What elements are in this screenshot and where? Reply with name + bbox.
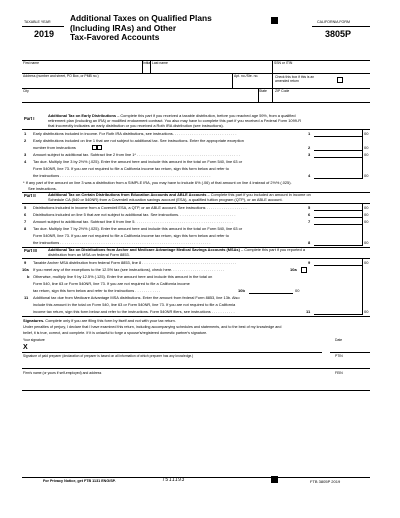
signature-heading-bold: Signatures. xyxy=(23,318,45,323)
part1-label: Part I xyxy=(24,116,35,121)
part2-text2: Schedule CA (540 or 540NR) from a Coverdell education savings account (ESA), a qualified tuition program (QTP), or an ABLE account. xyxy=(48,196,283,202)
line-10a-num: 10a xyxy=(22,267,29,272)
part1-text1: – Complete this part if you received a taxable distribution, before you reached age 59½, from a qualified xyxy=(116,113,296,118)
form-number: 3805P xyxy=(325,29,352,39)
date-field-1[interactable] xyxy=(330,352,370,353)
line-6-num: 6 xyxy=(24,212,27,217)
line-1-text: Early distributions included in income. For Roth IRA distributions, see instructions. . . . . . . . . . . . . . . . . . . . . . . . . . . . . . xyxy=(33,131,237,136)
address-field[interactable] xyxy=(22,78,232,88)
line-11-text-c: income tax return, sign this form below and refer to the instructions. Form 540NR filers, see instructions . . . . . . . . . . . xyxy=(33,309,235,314)
line-6-text: Distributions included on line 5 that are not subject to additional tax. See instructions. . . . . . . . . . . . . . . . . . . . . . . . . . . xyxy=(33,212,236,217)
state-label: State xyxy=(259,89,267,93)
preparer-field[interactable] xyxy=(22,368,370,369)
part2-label: Part II xyxy=(24,193,36,198)
line-11-num: 11 xyxy=(24,295,29,300)
part1-rule xyxy=(22,129,370,130)
amended-checkbox[interactable] xyxy=(337,77,343,83)
apt-label: Apt. no./Ste. no. xyxy=(234,74,259,78)
line-10b-amount[interactable] xyxy=(249,293,293,294)
form-id: FTB 3805P 2019 xyxy=(310,479,341,484)
part3-text2: distribution from an MSA on federal Form 8853. xyxy=(48,251,130,257)
part3-cents-divider xyxy=(362,259,363,315)
part1-text2: retirement plan (including an IRA) or modified endowment contract. You also may have to complete this part if you received a Federal Form 1099-R xyxy=(48,117,302,123)
part3-text1: – Complete this part if you reported a xyxy=(239,247,306,252)
grid-row3-rule xyxy=(22,102,370,103)
line-4-text-c: the instructions . . . . . . . . . . . . . . . . . . . . . . . . . . . . . . . . . . . . . . . . . . . . . . . . . . . . . . . . . . . . . . . . . . . . . . xyxy=(33,173,211,178)
line-9-col: 9 xyxy=(308,260,311,265)
last-name-label: Last name xyxy=(152,61,168,65)
part1-intro xyxy=(48,114,373,128)
grid-v7 xyxy=(272,88,273,102)
line-9-cents: 00 xyxy=(364,260,369,265)
line-10a-checkbox[interactable] xyxy=(301,267,307,273)
perjury-line1: Under penalties of perjury, I declare that I have examined this return, including accompanying schedules and statements, and to the best of my knowledge and xyxy=(23,325,282,329)
line-11-cents: 00 xyxy=(364,309,369,314)
part3-rule xyxy=(22,258,370,259)
line-11-amount[interactable] xyxy=(314,314,362,315)
part2-text1: – Complete this part if you included an amount in income on xyxy=(206,192,311,197)
line-6-amount[interactable] xyxy=(314,217,362,218)
line-2-text: Early distributions included on line 1 that are not subject to additional tax. See instructions. Enter the appropriate exception xyxy=(33,138,244,143)
line-2-col: 2 xyxy=(308,145,311,150)
line-2-num: 2 xyxy=(24,138,27,143)
line-5-col: 5 xyxy=(308,205,311,210)
date-label-1: Date xyxy=(335,338,343,342)
signature-top-rule xyxy=(22,316,370,317)
taxable-year-label: TAXABLE YEAR xyxy=(24,20,51,24)
grid-top-rule xyxy=(22,60,370,61)
form-title xyxy=(70,14,212,43)
part1-heading: Additional Tax on Early Distributions xyxy=(48,113,117,118)
line-8-text: Tax due. Multiply line 7 by 2½% (.025). Enter the amount here and include this amount in the total on Form 540, line 63 or xyxy=(33,226,243,231)
form-title-line3: Tax-Favored Accounts xyxy=(70,32,160,43)
ssn-label: SSN or ITIN xyxy=(274,61,293,65)
line-10b-cents: 00 xyxy=(295,288,300,293)
tax-year: 2019 xyxy=(34,29,55,39)
amended-label: Check this box if this is an amended return xyxy=(275,75,315,83)
signature-heading-rest: Complete only if you are filing this form by itself and not with your tax return. xyxy=(44,318,176,323)
your-signature-field[interactable] xyxy=(22,352,322,353)
line-11-col: 11 xyxy=(306,309,311,314)
line-7-num: 7 xyxy=(24,219,27,224)
first-name-field[interactable] xyxy=(22,64,142,73)
part2-intro xyxy=(48,193,373,203)
line-5-cents: 00 xyxy=(364,205,369,210)
zip-label: ZIP Code xyxy=(275,89,290,93)
privacy-notice: For Privacy Notice, get FTB 1131 ENG/SP. xyxy=(43,479,116,483)
grid-row2-rule xyxy=(22,88,370,89)
line-4-cents: 00 xyxy=(364,173,369,178)
registration-mark xyxy=(271,17,278,24)
part1-cents-divider xyxy=(362,130,363,179)
part1-note1: * If any part of the amount on line 3 was a distribution from a SIMPLE IRA, you may have to include 6% (.06) of that amount on line 4 instead of 2½% (.025). xyxy=(23,180,292,185)
firm-field[interactable] xyxy=(22,390,370,391)
part1-text3: that incorrectly indicates an early distribution or you received a Roth IRA distribution (see instructions). xyxy=(48,122,224,128)
grid-v5 xyxy=(272,73,273,88)
line-10b-text: Otherwise, multiply line 9 by 12.5% (.125). Enter the amount here and include this amount in the total on xyxy=(33,274,213,279)
line-7-cents: 00 xyxy=(364,219,369,224)
line-3-col: 3 xyxy=(308,152,311,157)
form-rule xyxy=(312,26,370,27)
line-9-text: Taxable Archer MSA distribution from federal Form 8853, line 8 . . . . . . . . . . . . . . . . . . . . . . . . . . . . . . . . . . . . . . . . . . . . xyxy=(33,260,237,265)
line-4-col: 4 xyxy=(308,173,311,178)
line-10b-text-b: Form 540, line 63 or Form 540NR, line 73. If you are not required to file a California income xyxy=(33,281,190,286)
line-7-text: Amount subject to additional tax. Subtract line 6 from line 5. . . . . . . . . . . . . . . . . . . . . . . . . . . . . . . . . . . . . . . . . . . . . . xyxy=(33,219,233,224)
line-6-col: 6 xyxy=(308,212,311,217)
part3-intro xyxy=(48,248,373,258)
line-3-num: 3 xyxy=(24,152,27,157)
footer-rule xyxy=(22,477,370,478)
line-6-cents: 00 xyxy=(364,212,369,217)
line-10a-text: If you meet any of the exceptions to the 12.5% tax (see instructions), check here. . . . . . . . . . . . . . . . . . . . . . . . . xyxy=(33,267,225,272)
part2-cents-divider xyxy=(362,204,363,246)
line-1-amount[interactable] xyxy=(314,136,362,137)
part3-label: Part III xyxy=(24,248,37,253)
city-label: City xyxy=(23,89,29,93)
line-8-text-b: Form 540NR, line 73. If you are not required to file a California income tax return, sign this form below and refer to xyxy=(33,233,229,238)
part2-heading: Additional Tax on Certain Distributions from Education Accounts and ABLE Accounts xyxy=(48,192,207,197)
line-4-text: Tax due. Multiply line 3 by 2½% (.025). Enter the amount here and include this amount in the total on Form 540, line 63 or xyxy=(33,159,243,164)
line-9-amount[interactable] xyxy=(314,265,362,266)
line-3-cents: 00 xyxy=(364,152,369,157)
perjury-line2: belief, it is true, correct, and complete. If it is unlawful to forge a spouse's/registered domestic partner's signature. xyxy=(23,331,208,335)
line-5-num: 5 xyxy=(24,205,27,210)
california-form-label: CALIFORNIA FORM xyxy=(317,20,350,24)
signature-heading xyxy=(23,318,176,323)
first-name-label: First name xyxy=(23,61,40,65)
line-4-num: 4 xyxy=(24,159,27,164)
line-4-amount[interactable] xyxy=(314,178,362,179)
fein-label: FEIN xyxy=(335,371,343,375)
line-8-cents: 00 xyxy=(364,240,369,245)
line-10b-letter: b xyxy=(27,274,30,279)
line-10a-col: 10a xyxy=(290,267,297,272)
firm-label: Firm's name (or yours if self-employed) and address xyxy=(23,371,102,375)
line-8-num: 8 xyxy=(24,226,27,231)
grid-v4 xyxy=(232,73,233,88)
registration-mark-bottom xyxy=(271,476,278,483)
line-2-amount[interactable] xyxy=(314,150,362,151)
line-3-text: Amount subject to additional tax. Subtract line 2 from line 1* . . . . . . . . . . . . . . . . . . . . . . . . . . . . . . . . . . . . . . . . . . . . . . . . xyxy=(33,152,240,157)
line-10b-col: 10b xyxy=(238,288,245,293)
your-signature-label: Your signature xyxy=(23,338,45,342)
line-8-text-c: the instructions . . . . . . . . . . . . . . . . . . . . . . . . . . . . . . . . . . . . . . . . . . . . . . . . . . . . . . . . . . . . . . . . . . . . . . xyxy=(33,240,211,245)
line-9-num: 9 xyxy=(24,260,27,265)
line-1-col: 1 xyxy=(308,131,311,136)
part3-heading: Additional Tax on Distributions from Archer and Medicare Advantage Medical Savings Accounts (MSAs) xyxy=(48,247,240,252)
line-11-text-b: include this amount in the total on Form 540, line 63 or Form 540NR, line 73. If you are not required to file a California xyxy=(33,302,236,307)
last-name-field[interactable] xyxy=(150,64,272,73)
form-title-line2: (Including IRAs) and Other xyxy=(70,22,177,33)
line-2-text-b: number from instructions xyxy=(33,145,76,150)
line-8-amount[interactable] xyxy=(314,245,362,246)
line-10b-text-c: tax return, sign this form below and refer to the instructions . . . . . . . . . . . . xyxy=(33,288,161,293)
address-label: Address (number and street, PO Box, or PMB no.) xyxy=(23,74,99,78)
line-1-cents: 00 xyxy=(364,131,369,136)
initial-label: Initial xyxy=(143,61,151,65)
ssn-field[interactable] xyxy=(272,64,370,73)
part1-note2: See instructions. xyxy=(28,186,57,191)
barcode-number: 7511193 xyxy=(162,477,185,483)
city-field[interactable] xyxy=(22,92,258,102)
line-2-cents: 00 xyxy=(364,145,369,150)
signature-x-mark: X xyxy=(23,344,28,351)
line-5-amount[interactable] xyxy=(314,210,362,211)
form-title-line1: Additional Taxes on Qualified Plans xyxy=(70,13,212,23)
year-rule xyxy=(22,26,64,27)
line-8-col: 8 xyxy=(308,240,311,245)
line-11-text: Additional tax due from Medicare Advantage MSA distributions. Enter the amount from federal Form 8853, line 13b. Also xyxy=(33,295,240,300)
preparer-label: Signature of paid preparer (declaration of preparer is based on all information of which preparer has any knowledge.) xyxy=(23,354,194,358)
line-7-amount[interactable] xyxy=(314,224,362,225)
part2-rule xyxy=(22,203,370,204)
line-3-amount[interactable] xyxy=(314,157,362,158)
ptin-label: PTIN xyxy=(335,354,343,358)
line-5-text: Distributions included in income from a Coverdell ESA, a QTP, or an ABLE account. See instructions . . . . . . . . . . . . . . . . . . . xyxy=(33,205,247,210)
line-4-text-b: Form 540NR, line 73. If you are not required to file a California income tax return, sign this form below and refer to xyxy=(33,166,229,171)
line-2-exception-box-2[interactable] xyxy=(97,145,102,150)
line-1-num: 1 xyxy=(24,131,27,136)
line-7-col: 7 xyxy=(308,219,311,224)
